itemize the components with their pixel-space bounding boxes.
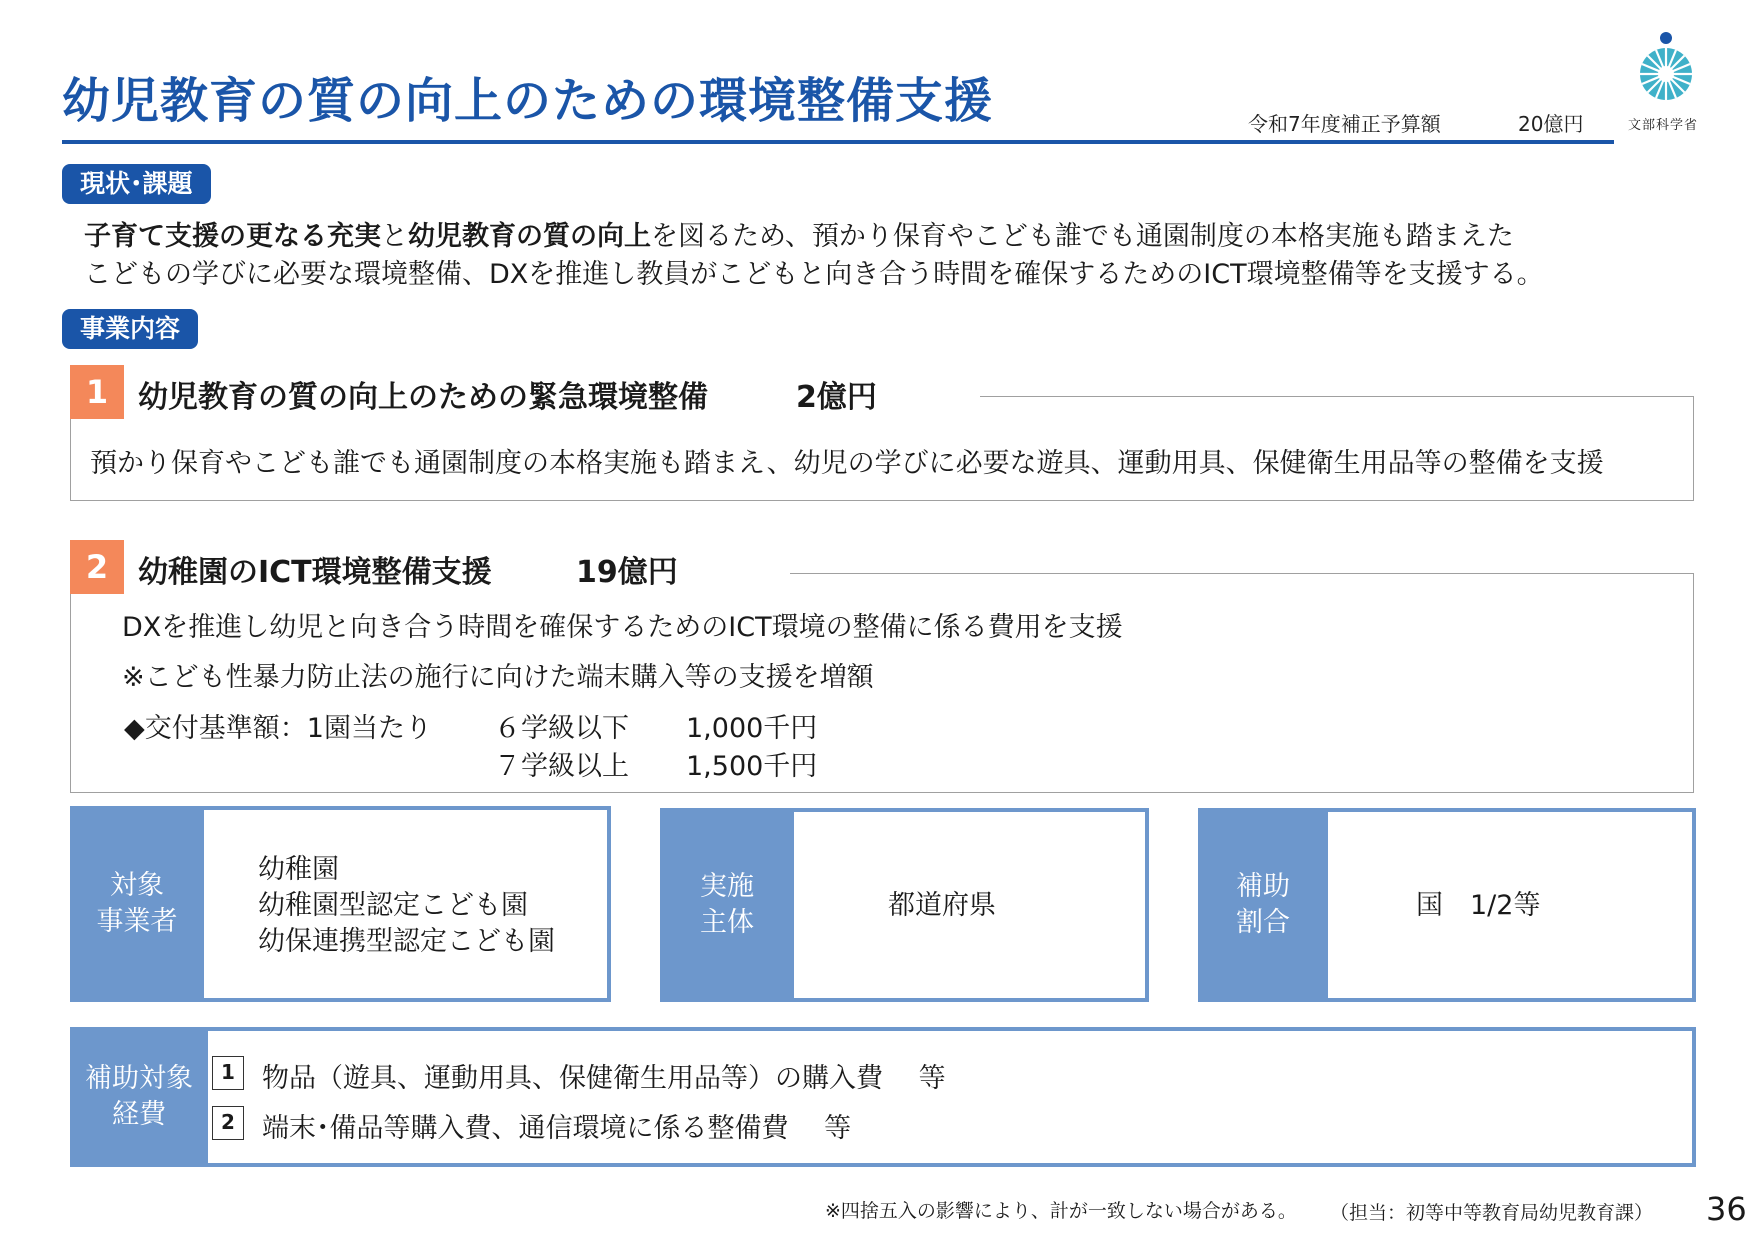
target-value-2: 幼稚園型認定こども園 (258, 890, 528, 921)
item-2-amount: 19億円 (576, 555, 678, 590)
page-title: 幼児教育の質の向上のための環境整備支援 (62, 73, 994, 129)
subsidy-rate-label-line-1: 補助 (1236, 871, 1290, 902)
item-1-number: 1 (70, 365, 124, 419)
item-2-topline (790, 573, 1694, 574)
item-1-topline (980, 396, 1694, 397)
implementer-value: 都道府県 (888, 890, 996, 921)
status-tag: 現状･課題 (62, 164, 211, 204)
item-1-amount: 2億円 (796, 380, 877, 415)
target-label-line-1: 対象 (110, 870, 164, 901)
business-tag: 事業内容 (62, 309, 198, 349)
subsidy-rate-value: 国 1/2等 (1416, 890, 1541, 921)
budget-label: 令和7年度補正予算額 (1248, 112, 1441, 136)
item-1-description: 預かり保育やこども誰でも通園制度の本格実施も踏まえ、幼児の学びに必要な遊具、運動用具、保健衛生用品等の整備を支援 (90, 448, 1604, 479)
target-value-3: 幼保連携型認定こども園 (258, 926, 555, 957)
item-2-number: 2 (70, 540, 124, 594)
implementer-label-line-2: 主体 (700, 907, 754, 938)
standard-row-1-class: ６学級以下 (494, 713, 629, 744)
expenses-box (70, 1027, 1696, 1167)
subsidy-rate-label-line-2: 割合 (1236, 907, 1290, 938)
expense-1-text: 物品（遊具、運動用具、保健衛生用品等）の購入費 等 (262, 1063, 946, 1094)
status-bold-2: 幼児教育の質の向上 (408, 221, 651, 252)
standard-row-2-amount: 1,500千円 (686, 751, 818, 782)
status-line-1 (84, 218, 1544, 256)
expenses-label-line-2: 経費 (112, 1099, 166, 1130)
expense-2-number: 2 (212, 1106, 244, 1140)
implementer-label-line-1: 実施 (700, 871, 754, 902)
status-line-2: こどもの学びに必要な環境整備、DXを推進し教員がこどもと向き合う時間を確保するためのICT環境整備等を支援する。 (84, 259, 1544, 290)
target-label (70, 806, 204, 1002)
footnote: ※四捨五入の影響により、計が一致しない場合がある。 (825, 1200, 1297, 1222)
status-text (84, 218, 1544, 294)
standard-row-2-class: ７学級以上 (494, 751, 629, 782)
item-1-title: 幼児教育の質の向上のための緊急環境整備 (138, 380, 708, 415)
expenses-label (70, 1027, 208, 1167)
ministry-logo-icon (1630, 30, 1702, 102)
budget-amount: 20億円 (1518, 112, 1584, 136)
contact-info: （担当：初等中等教育局幼児教育課） (1330, 1202, 1654, 1224)
expense-1-number: 1 (212, 1056, 244, 1090)
status-bold-1: 子育て支援の更なる充実 (84, 221, 381, 252)
target-label-line-2: 事業者 (96, 906, 178, 937)
logo-text: 文部科学省 (1628, 118, 1699, 133)
expenses-label-line-1: 補助対象 (85, 1063, 193, 1094)
expense-2-text: 端末･備品等購入費、通信環境に係る整備費 等 (262, 1113, 852, 1144)
standard-row-1-amount: 1,000千円 (686, 713, 818, 744)
status-plain-2: を図るため、預かり保育やこども誰でも通園制度の本格実施も踏まえた (651, 221, 1514, 252)
page-number: 36 (1706, 1190, 1747, 1228)
implementer-label (660, 808, 794, 1002)
status-plain-1: と (381, 221, 408, 252)
target-value-1: 幼稚園 (258, 854, 339, 885)
item-2-title: 幼稚園のICT環境整備支援 (138, 555, 492, 590)
item-2-description-2: ※こども性暴力防止法の施行に向けた端末購入等の支援を増額 (122, 662, 874, 693)
item-2-description-1: DXを推進し幼児と向き合う時間を確保するためのICT環境の整備に係る費用を支援 (122, 612, 1123, 643)
target-values (258, 852, 555, 960)
standard-amount-label: ◆交付基準額：1園当たり (124, 713, 432, 744)
subsidy-rate-label (1198, 808, 1328, 1002)
title-divider (62, 140, 1614, 144)
